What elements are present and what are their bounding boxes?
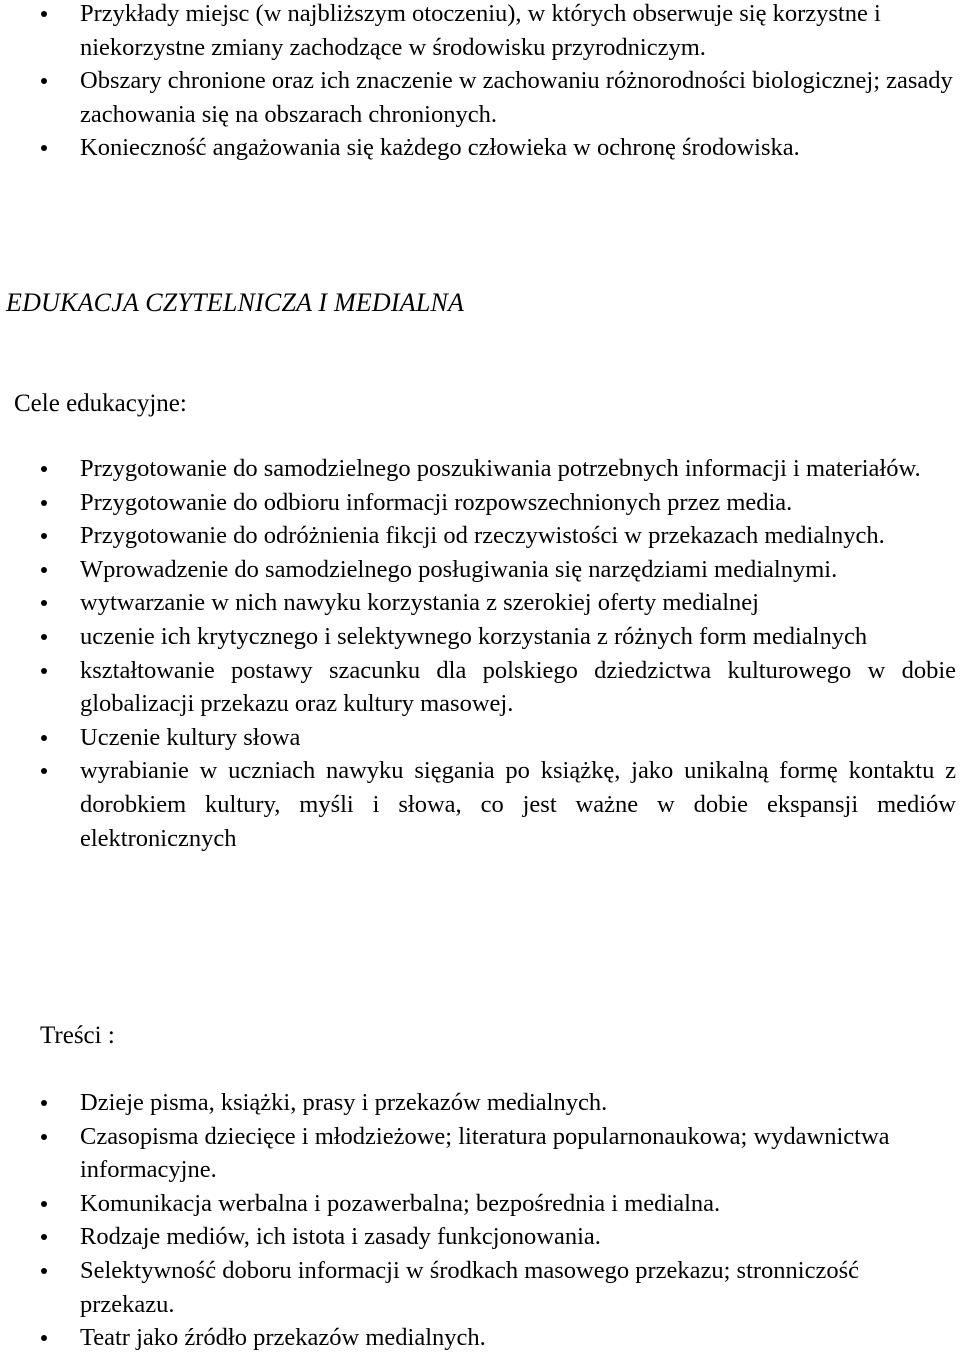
bullet-icon — [41, 78, 47, 84]
list-item-text: Rodzaje mediów, ich istota i zasady funkcjonowania. — [80, 1223, 601, 1251]
list-item-text: wytwarzanie w nich nawyku korzystania z szerokiej oferty medialnej — [80, 589, 759, 617]
list-item-text: Przygotowanie do odbioru informacji rozpowszechnionych przez media. — [80, 488, 793, 516]
bullet-icon — [41, 466, 47, 472]
bullet-icon — [41, 634, 47, 640]
list-item — [0, 0, 960, 64]
list-item-text: Wprowadzenie do samodzielnego posługiwania się narzędziami medialnymi. — [80, 555, 838, 583]
list-item — [0, 620, 960, 654]
bullet-icon — [41, 533, 47, 539]
contents-heading: Treści : — [40, 1022, 115, 1049]
bullet-icon — [41, 668, 47, 674]
bullet-icon — [41, 567, 47, 573]
list-item-text: Komunikacja werbalna i pozawerbalna; bezpośrednia i medialna. — [80, 1189, 721, 1217]
list-item — [0, 586, 960, 620]
list-item — [0, 1120, 960, 1187]
list-item — [0, 1220, 960, 1254]
list-item — [0, 486, 960, 520]
list-item — [0, 452, 960, 486]
list-item-text: Czasopisma dziecięce i młodzieżowe; literatura popularnonaukowa; wydawnictwa informacyjne. — [80, 1122, 890, 1184]
list-item — [0, 1187, 960, 1221]
list-item — [0, 1086, 960, 1120]
goals-heading: Cele edukacyjne: — [14, 390, 187, 417]
list-item-text: Teatr jako źródło przekazów medialnych. — [80, 1324, 486, 1352]
list-item-text: uczenie ich krytycznego i selektywnego korzystania z różnych form medialnych — [80, 622, 868, 650]
list-item-text: Uczenie kultury słowa — [80, 723, 301, 751]
bullet-icon — [41, 1134, 47, 1140]
list-item — [0, 1321, 960, 1355]
contents-list — [0, 1086, 960, 1355]
bullet-icon — [41, 768, 47, 774]
list-item-text: Przygotowanie do samodzielnego poszukiwania potrzebnych informacji i materiałów. — [80, 455, 921, 482]
bullet-icon — [41, 600, 47, 606]
bullet-icon — [41, 11, 47, 17]
bullet-icon — [41, 735, 47, 741]
list-item — [0, 64, 960, 131]
list-item — [0, 519, 960, 553]
section-title: EDUKACJA CZYTELNICZA I MEDIALNA — [6, 288, 465, 317]
goals-list — [0, 452, 960, 855]
list-item — [0, 553, 960, 587]
bullet-icon — [41, 1201, 47, 1207]
list-item-text: Obszary chronione oraz ich znaczenie w zachowaniu różnorodności biologicznej; zasady zachowania się na obszarach chronionych. — [80, 67, 953, 128]
list-item — [0, 754, 960, 855]
bullet-icon — [41, 1268, 47, 1274]
list-item-text: Dzieje pisma, książki, prasy i przekazów medialnych. — [80, 1089, 608, 1116]
bullet-icon — [41, 1335, 47, 1341]
list-item-text: kształtowanie postawy szacunku dla polskiego dziedzictwa kulturowego w dobie globalizacji przekazu oraz kultury masowej. — [80, 656, 956, 718]
list-item — [0, 721, 960, 755]
list-item-text: Przygotowanie do odróżnienia fikcji od rzeczywistości w przekazach medialnych. — [80, 522, 885, 550]
list-item-text: Selektywność doboru informacji w środkach masowego przekazu; stronniczość przekazu. — [80, 1256, 860, 1318]
list-item — [0, 1254, 960, 1321]
list-item-text: Konieczność angażowania się każdego człowieka w ochronę środowiska. — [80, 134, 800, 162]
bullet-icon — [41, 500, 47, 506]
list-item — [0, 654, 960, 721]
list-item — [0, 131, 960, 165]
bullet-icon — [41, 1234, 47, 1240]
bullet-icon — [41, 145, 47, 151]
list-item-text: wyrabianie w uczniach nawyku sięgania po książkę, jako unikalną formę kontaktu z dorobkiem kultury, myśli i słowa, co jest ważne w dobie ekspansji mediów elektronicznych — [80, 757, 956, 852]
list-item-text: Przykłady miejsc (w najbliższym otoczeniu), w których obserwuje się korzystne i niekorzystne zmiany zachodzące w środowisku przyrodniczym. — [80, 0, 881, 61]
bullet-icon — [41, 1100, 47, 1106]
environment-topics-list — [0, 0, 960, 165]
